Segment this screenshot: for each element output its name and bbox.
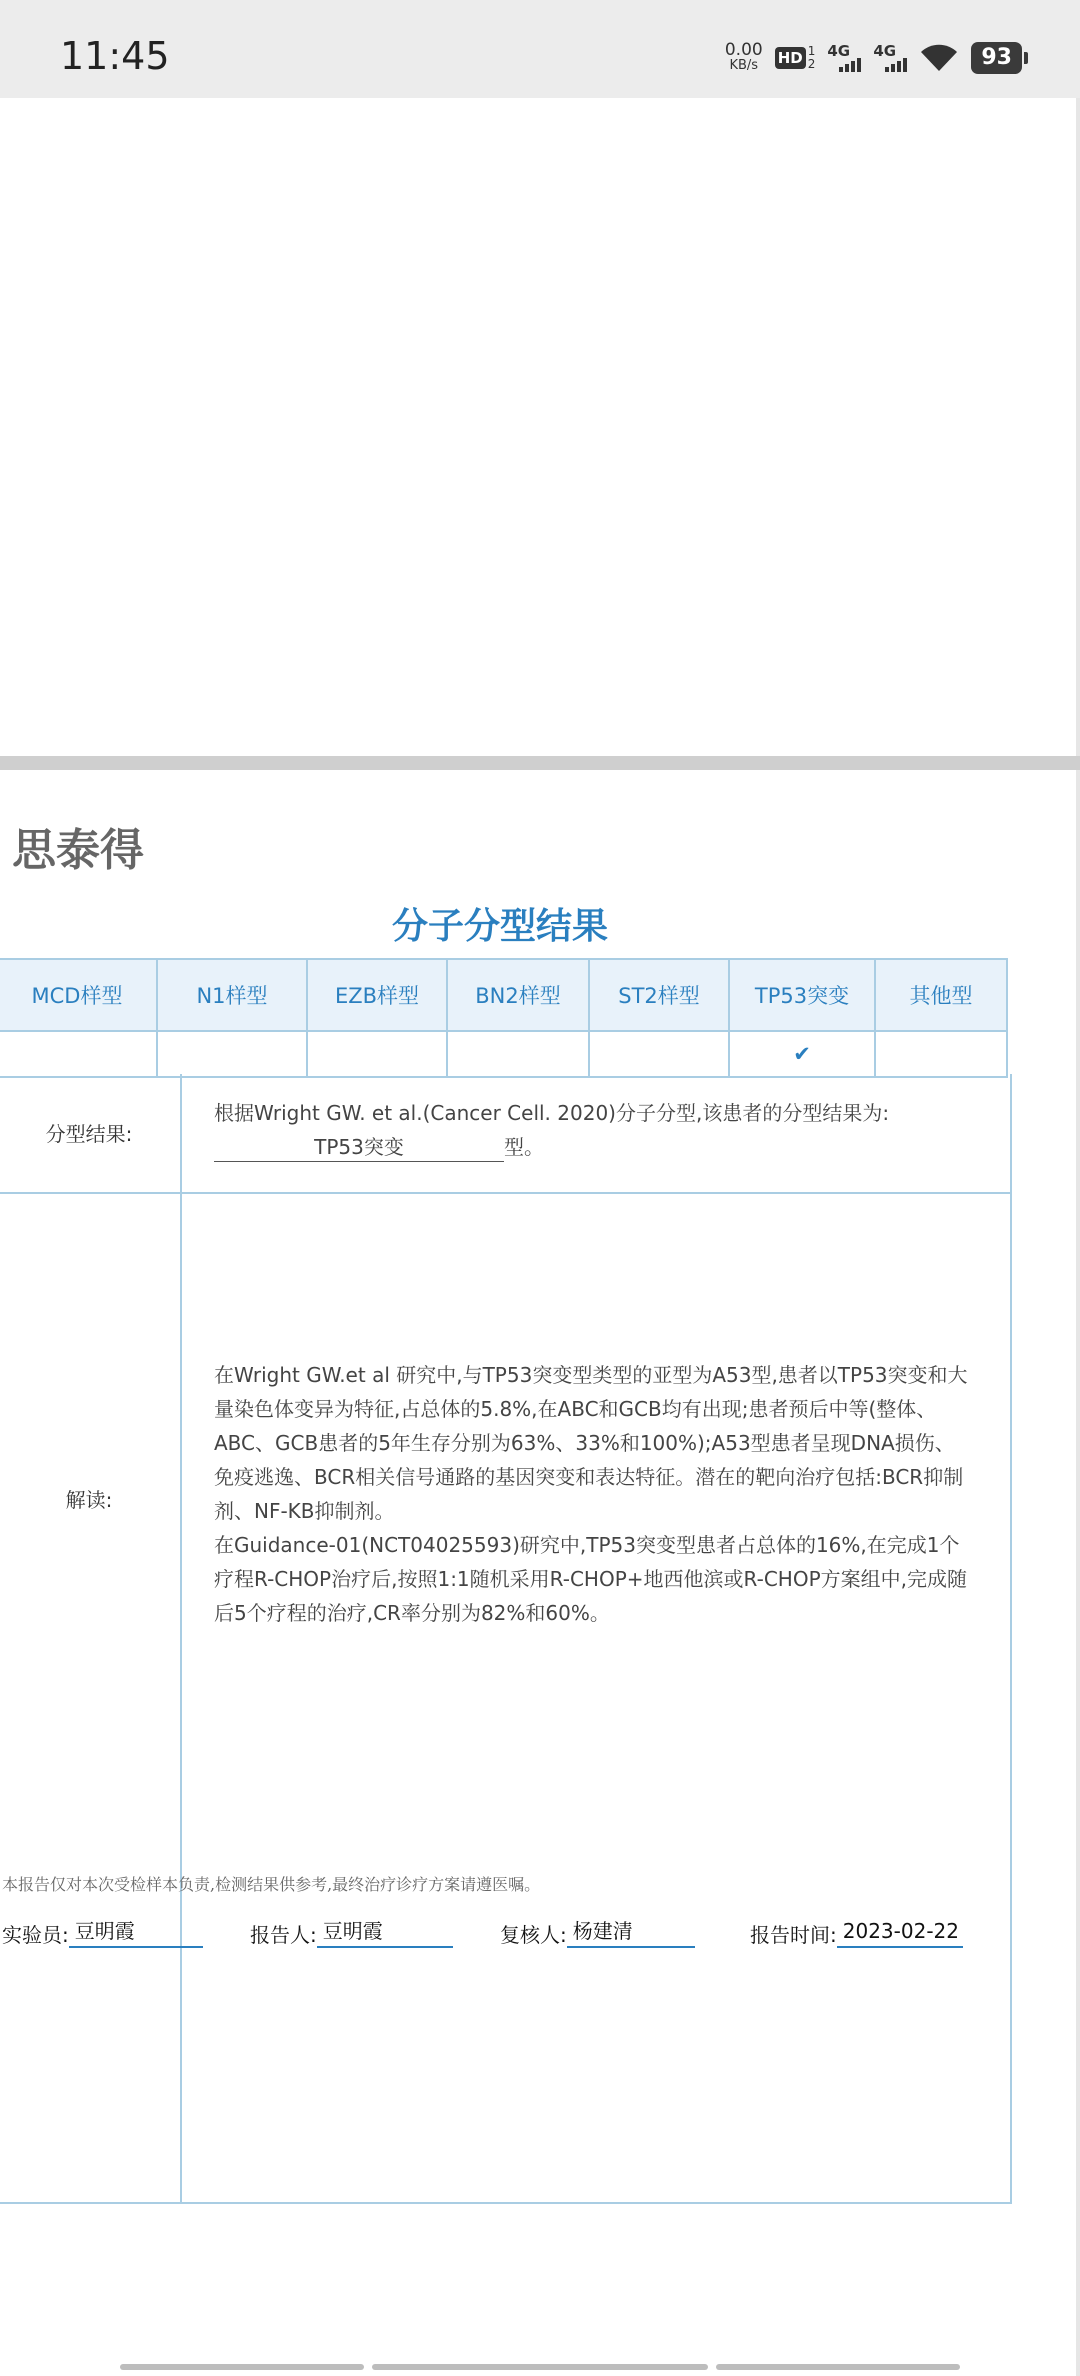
- reviewer-label: 复核人:: [500, 1923, 567, 1947]
- report-time-label: 报告时间:: [750, 1923, 837, 1947]
- subtype-header-tp53: TP53突变: [729, 959, 875, 1031]
- status-icons: [725, 38, 1022, 78]
- page-divider: [0, 756, 1080, 770]
- subtype-header-st2: ST2样型: [589, 959, 729, 1031]
- subtype-mark-ezb: [307, 1031, 447, 1077]
- lab-value: 豆明霞: [69, 1916, 203, 1948]
- report-time-value: 2023-02-22: [837, 1916, 963, 1948]
- column-divider: [180, 1074, 182, 2202]
- battery-icon: [971, 42, 1022, 74]
- row-divider: [0, 1192, 1010, 1194]
- battery-level: 93: [981, 45, 1012, 70]
- subtype-mark-other: [875, 1031, 1007, 1077]
- brand-logo-text: 思泰得: [12, 825, 144, 876]
- page-edge: [1076, 98, 1080, 2376]
- network-speed-value: 0.00: [724, 40, 763, 60]
- subtype-header-ezb: EZB样型: [307, 959, 447, 1031]
- result-text: 根据Wright GW. et al.(Cancer Cell. 2020)分子分型,该患者的分型结果为:: [214, 1101, 890, 1125]
- interpretation-paragraph-1: 在Wright GW.et al 研究中,与TP53突变型类型的亚型为A53型,患者以TP53突变和大量染色体变异为特征,占总体的5.8%,在ABC和GCB均有出现;患者预后中等(整体、ABC、GCB患者的5年生存分别为63%、33%和100%);A53型患者呈现DNA损伤、免疫逃逸、BCR相关信号通路的基因突变和表达特征。潜在的靶向治疗包括:BCR抑制剂、NF-KB抑制剂。: [214, 1363, 968, 1523]
- lab-technician: [2, 1916, 203, 1948]
- network-speed-unit: KB/s: [729, 58, 759, 73]
- interpretation-text: [214, 1358, 974, 1630]
- reporter-label: 报告人:: [250, 1923, 317, 1947]
- subtype-mark-bn2: [447, 1031, 589, 1077]
- lab-label: 实验员:: [2, 1923, 69, 1947]
- result-value: TP53突变: [214, 1133, 504, 1162]
- page-indicator-1[interactable]: [120, 2364, 364, 2370]
- signature-row: [0, 1916, 1000, 1956]
- result-text-block: [214, 1096, 974, 1164]
- page-indicator-2[interactable]: [372, 2364, 708, 2370]
- reviewer-value: 杨建清: [567, 1916, 695, 1948]
- page-indicator-3[interactable]: [716, 2364, 960, 2370]
- subtype-header-bn2: BN2样型: [447, 959, 589, 1031]
- reporter-value: 豆明霞: [317, 1916, 453, 1948]
- interpretation-label: 解读:: [65, 1488, 113, 1512]
- status-bar: [0, 0, 1080, 98]
- hd-voice-icon: HD 1 2: [775, 45, 816, 71]
- reviewer: [500, 1916, 695, 1948]
- wifi-icon: [919, 43, 959, 73]
- subtype-header-mcd: MCD样型: [0, 959, 157, 1031]
- subtype-header-n1: N1样型: [157, 959, 307, 1031]
- report-time: [750, 1916, 963, 1948]
- page-title: 分子分型结果: [391, 906, 608, 947]
- signal-4g-icon-2: 4G: [873, 44, 907, 72]
- subtype-mark-mcd: [0, 1031, 157, 1077]
- network-speed: [725, 42, 763, 74]
- result-value-line: [214, 1130, 974, 1164]
- subtype-table: [0, 958, 1008, 1078]
- checkmark-icon: ✔: [729, 1031, 875, 1077]
- subtype-header-row: [0, 959, 1007, 1031]
- subtype-mark-row: [0, 1031, 1007, 1077]
- subtype-mark-st2: [589, 1031, 729, 1077]
- disclaimer: 本报告仅对本次受检样本负责,检测结果供参考,最终治疗诊疗方案请遵医嘱。: [2, 1875, 541, 1894]
- reporter: [250, 1916, 453, 1948]
- signal-4g-icon-1: 4G: [827, 44, 861, 72]
- result-label: 分型结果:: [45, 1122, 133, 1146]
- subtype-mark-n1: [157, 1031, 307, 1077]
- result-suffix: 型。: [504, 1135, 544, 1159]
- result-section: [0, 1074, 1012, 2204]
- interpretation-paragraph-2: 在Guidance-01(NCT04025593)研究中,TP53突变型患者占总体的16%,在完成1个疗程R-CHOP治疗后,按照1:1随机采用R-CHOP+地西他滨或R-CHOP方案组中,完成随后5个疗程的治疗,CR率分别为82%和60%。: [214, 1533, 967, 1625]
- clock: 11:45: [60, 34, 170, 78]
- subtype-header-other: 其他型: [875, 959, 1007, 1031]
